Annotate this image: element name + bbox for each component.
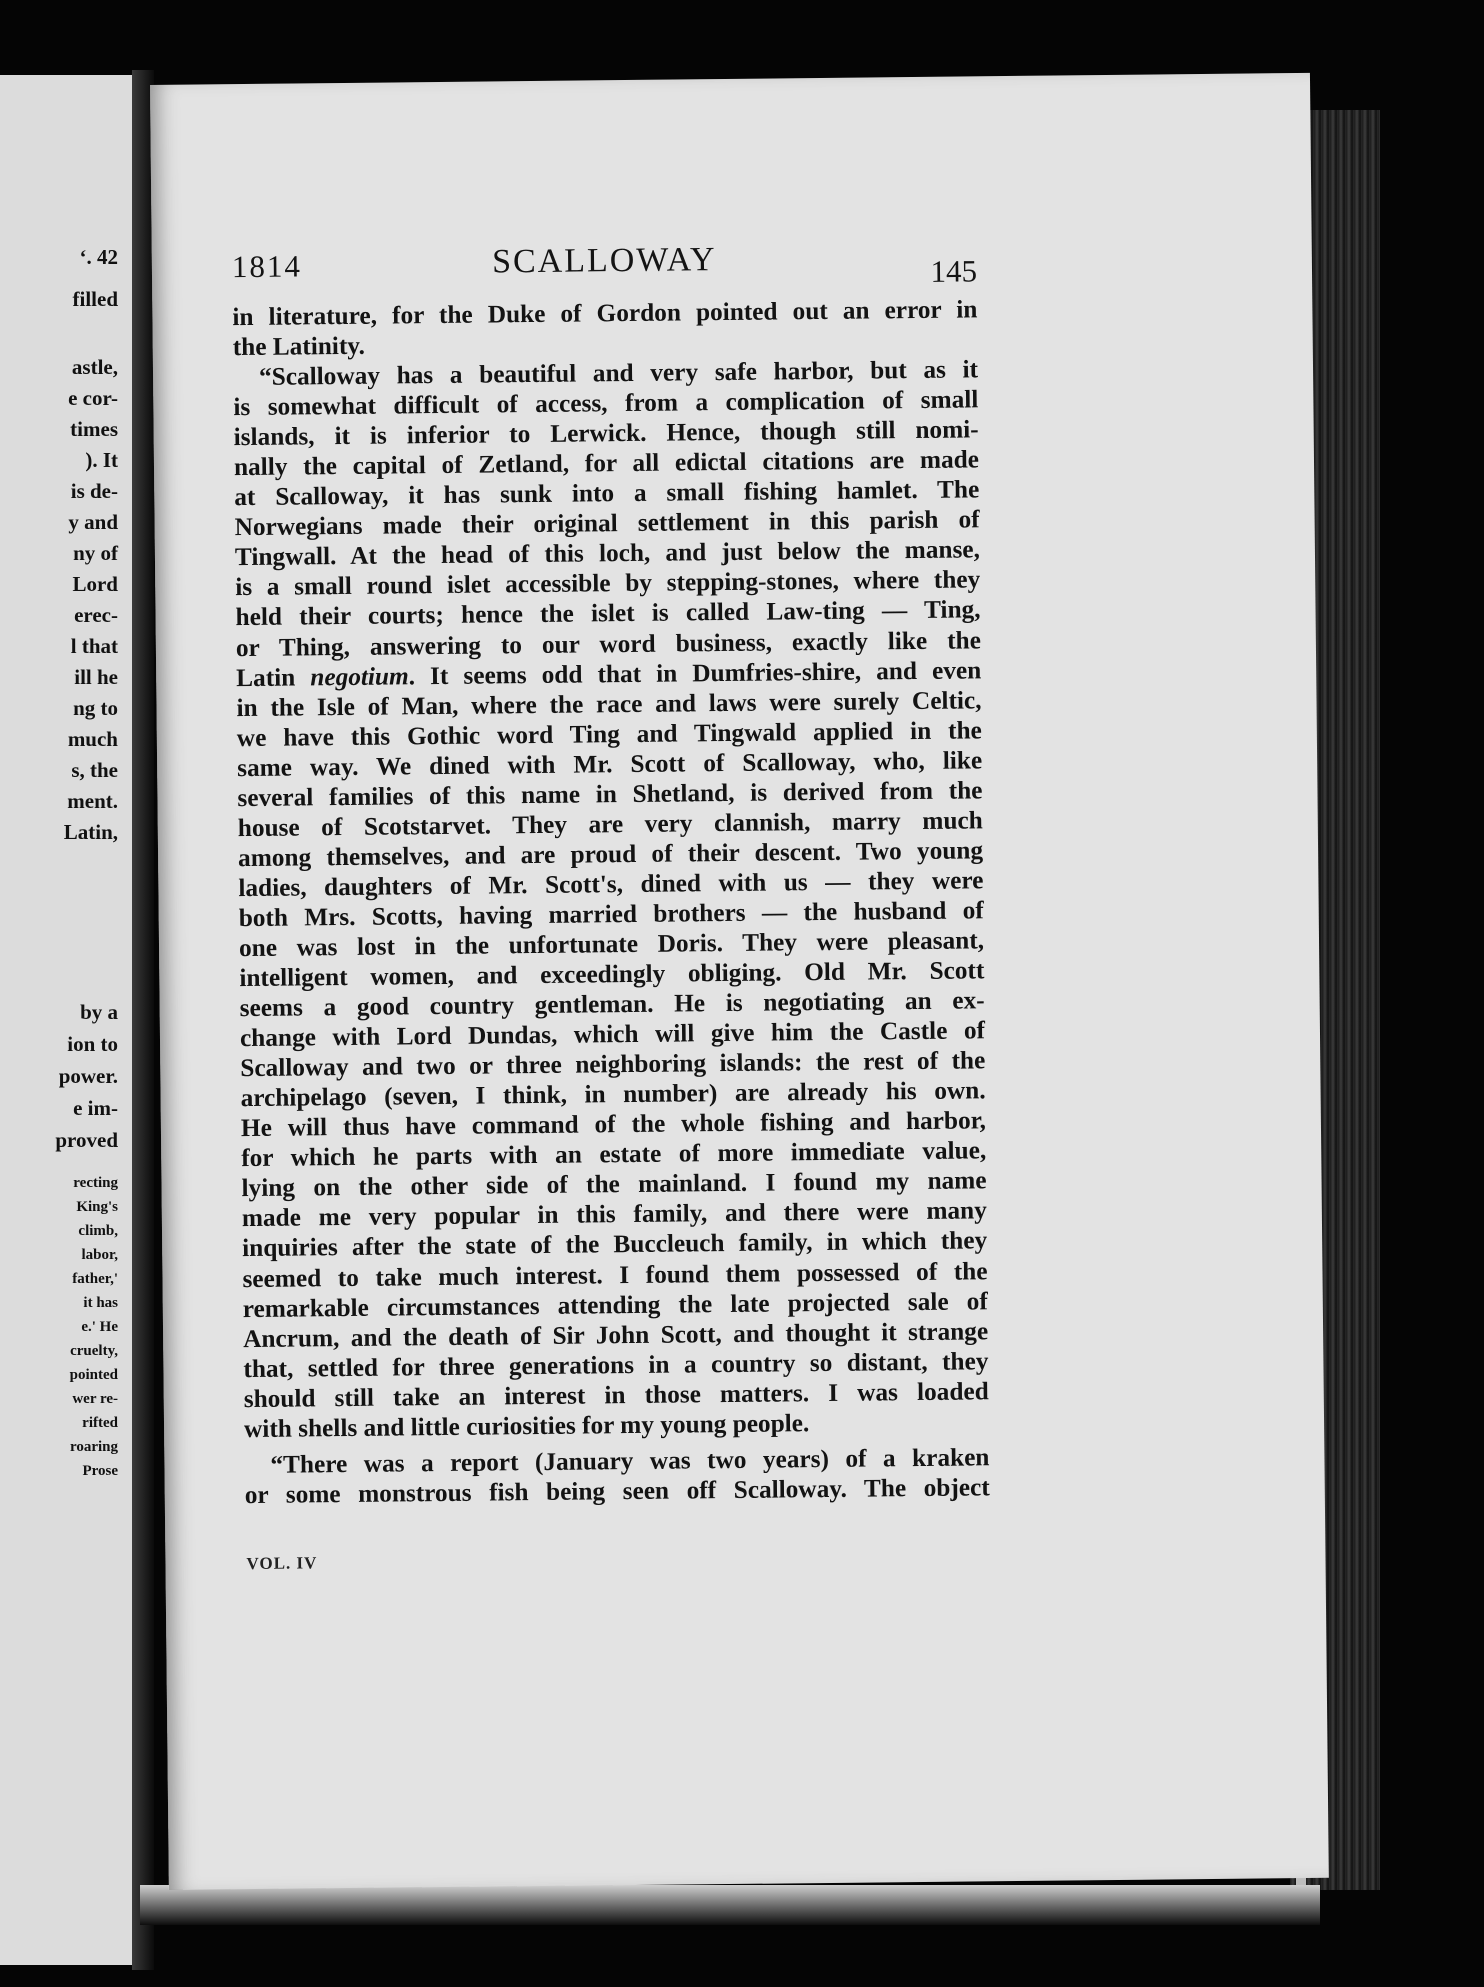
left-page-line: is de- (70, 479, 118, 503)
left-page-line: l that (70, 634, 118, 658)
body-line: Norwegians made their original settlement in this parish of (234, 505, 980, 542)
left-page-line: times (70, 417, 118, 441)
left-page-line: erec- (74, 603, 118, 627)
body-line: remarkable circumstances attending the late projected sale of (242, 1286, 988, 1323)
left-page-line: Latin, (63, 820, 118, 844)
left-page-line: Prose (82, 1463, 118, 1479)
body-line: or some monstrous fish being seen off Scalloway. The object (244, 1473, 990, 1509)
body-line: is a small round islet accessible by stepping-stones, where they (235, 565, 981, 602)
body-line: same way. We dined with Mr. Scott of Scalloway, who, like (237, 746, 983, 782)
body-line: in the Isle of Man, where the race and laws were surely Celtic, (236, 685, 982, 722)
body-line: Scalloway and two or three neighboring islands: the rest of the (240, 1046, 986, 1083)
left-page-line: ill he (74, 665, 118, 689)
book-page (150, 73, 1329, 1890)
body-line: we have this Gothic word Ting and Tingwald applied in the (236, 715, 982, 752)
body-line: islands, it is inferior to Lerwick. Hence, though still nomi- (233, 415, 979, 452)
left-page-line: recting (73, 1175, 118, 1191)
body-line: with shells and little curiosities for my young people. (243, 1408, 810, 1443)
left-page-line: ny of (73, 541, 118, 565)
body-line: seemed to take much interest. I found them possessed of the (242, 1256, 988, 1293)
body-line: nally the capital of Zetland, for all edictal citations are made (233, 445, 980, 482)
left-page-line: astle, (71, 355, 118, 379)
body-line: one was lost in the unfortunate Doris. They were pleasant, (238, 926, 985, 963)
body-line: intelligent women, and exceedingly obliging. Old Mr. Scott (239, 956, 985, 993)
page-bottom-edge (140, 1885, 1320, 1925)
left-page-line: proved (55, 1128, 118, 1152)
left-page-line: climb, (78, 1223, 118, 1239)
left-page-line: e cor- (68, 386, 118, 410)
left-page-line: father,' (72, 1271, 118, 1287)
page-number: 145 (930, 253, 978, 289)
left-page-line: King's (76, 1199, 118, 1215)
left-page-line: power. (58, 1064, 118, 1088)
left-page-line: y and (68, 510, 118, 534)
body-line: should still take an interest in those matters. I was loaded (243, 1376, 989, 1413)
left-page-line: ment. (67, 789, 118, 813)
body-line: seems a good country gentleman. He is negotiating an ex- (239, 986, 985, 1023)
body-line: Latin negotium. It seems odd that in Dumfries-shire, and even (236, 655, 982, 692)
book-gutter (132, 70, 154, 1970)
left-page-line: much (67, 727, 118, 751)
left-page-line: pointed (69, 1367, 118, 1383)
left-page-line: ng to (73, 696, 118, 720)
body-text (232, 294, 990, 1510)
body-line: both Mrs. Scotts, having married brothers — the husband of (238, 896, 984, 933)
body-line: in literature, for the Duke of Gordon pointed out an error in (232, 295, 978, 332)
header-year: 1814 (231, 248, 303, 285)
left-page-line: e.' He (81, 1319, 118, 1335)
italic-latin-word: negotium (310, 661, 409, 691)
body-line: lying on the other side of the mainland. I found my name (241, 1166, 987, 1203)
body-line: Ancrum, and the death of Sir John Scott, and thought it strange (242, 1316, 989, 1353)
body-line: several families of this name in Shetland, is derived from the (237, 776, 983, 812)
body-line: at Scalloway, it has sunk into a small fishing hamlet. The (234, 475, 980, 512)
header-title: SCALLOWAY (491, 241, 717, 281)
left-page-line: roaring (69, 1439, 118, 1455)
body-line: “Scalloway has a beautiful and very safe harbor, but as it (258, 355, 979, 391)
left-page-line: filled (72, 287, 118, 311)
body-line: or Thing, answering to our word business, exactly like the (235, 625, 982, 662)
body-line: “There was a report (January was two years) of a kraken (270, 1443, 990, 1479)
body-line: for which he parts with an estate of more immediate value, (241, 1136, 987, 1173)
body-line: held their courts; hence the islet is called Law-ting — Ting, (235, 595, 981, 632)
body-line: that, settled for three generations in a country so distant, they (243, 1346, 989, 1383)
running-header (232, 241, 977, 299)
left-page-line: cruelty, (70, 1343, 118, 1359)
left-page-line: ion to (67, 1032, 118, 1056)
volume-signature: VOL. IV (246, 1553, 318, 1574)
body-line: change with Lord Dundas, which will give him the Castle of (239, 1016, 986, 1053)
left-page-line: it has (83, 1295, 118, 1311)
left-page-line: labor, (81, 1247, 118, 1263)
left-page-line: Lord (72, 572, 118, 596)
left-page-line: e im- (73, 1096, 118, 1120)
body-line: among themselves, and are proud of their descent. Two young (237, 836, 984, 872)
body-line: made me very popular in this family, and there were many (241, 1196, 987, 1233)
left-page-line: by a (80, 1000, 118, 1024)
left-page-line: s, the (71, 758, 118, 782)
body-line: is somewhat difficult of access, from a complication of small (233, 385, 979, 422)
body-line: house of Scotstarvet. They are very clannish, marry much (237, 806, 983, 842)
left-page-line: ʻ. 42 (79, 245, 118, 269)
body-line: the Latinity. (232, 331, 366, 362)
body-line: ladies, daughters of Mr. Scott's, dined with us — they were (238, 866, 984, 903)
body-line: Tingwall. At the head of this loch, and just below the manse, (234, 535, 981, 572)
left-page-line: ). It (85, 448, 118, 472)
left-page-line: rifted (82, 1415, 118, 1431)
left-page-line: wer re- (72, 1391, 118, 1407)
body-line: archipelago (seven, I think, in number) are already his own. (240, 1076, 986, 1113)
body-line: He will thus have command of the whole fishing and harbor, (240, 1106, 987, 1143)
left-facing-page (0, 75, 132, 1965)
body-line: inquiries after the state of the Buccleuch family, in which they (242, 1226, 988, 1263)
